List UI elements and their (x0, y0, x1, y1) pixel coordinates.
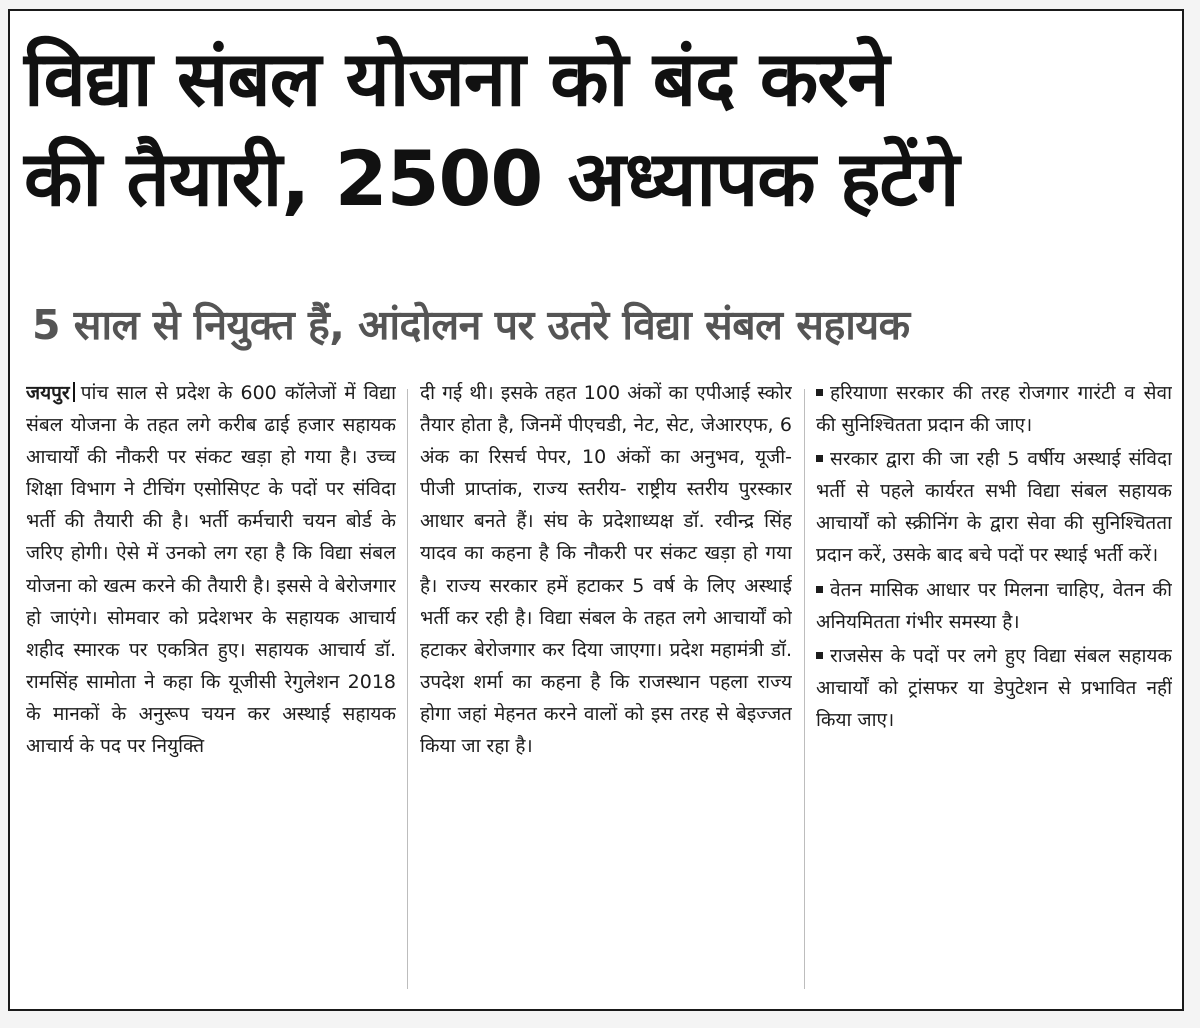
demand-item (816, 377, 1172, 441)
subheadline: 5 साल से नियुक्त हैं, आंदोलन पर उतरे विद्या संबल सहायक (32, 301, 910, 349)
demand-item (816, 574, 1172, 638)
bullet-square-icon (816, 389, 823, 396)
dateline: जयपुर (26, 382, 70, 404)
dateline-divider (73, 382, 75, 402)
bullet-square-icon (816, 586, 823, 593)
column-divider (804, 389, 805, 989)
demand-item (816, 443, 1172, 571)
demand-text: राजसेस के पदों पर लगे हुए विद्या संबल सहायक आचार्यों को ट्रांसफर या डेपुटेशन से प्रभावित नहीं किया जाए। (816, 644, 1172, 731)
column-1-text: पांच साल से प्रदेश के 600 कॉलेजों में विद्या संबल योजना के तहत लगे करीब ढाई हजार सहायक आचार्यों की नौकरी पर संकट खड़ा हो गया है। उच्च शिक्षा विभाग ने टीचिंग एसोसिएट के पदों पर संविदा भर्ती की तैयारी की है। भर्ती कर्मचारी चयन बोर्ड के जरिए होगी। ऐसे में उनको लग रहा है कि विद्या संबल योजना को खत्म करने की तैयारी है। इससे वे बेरोजगार हो जाएंगे। सोमवार को प्रदेशभर के सहायक आचार्य शहीद स्मारक पर एकत्रित हुए। सहायक आचार्य डॉ. रामसिंह सामोता ने कहा कि यूजीसी रेगुलेशन 2018 के मानकों के अनुरूप चयन कर अस्थाई सहायक आचार्य के पद पर नियुक्ति (26, 382, 396, 758)
article-column-2 (420, 377, 792, 1002)
column-1-paragraph (26, 377, 396, 762)
bullet-square-icon (816, 455, 823, 462)
bullet-square-icon (816, 652, 823, 659)
demand-item (816, 640, 1172, 736)
headline-line-1: विद्या संबल योजना को बंद करने (24, 34, 889, 123)
column-2-text: दी गई थी। इसके तहत 100 अंकों का एपीआई स्कोर तैयार होता है, जिनमें पीएचडी, नेट, सेट, जेआरएफ, 6 अंक का रिसर्च पेपर, 10 अंकों का अनुभव, यूजी- पीजी प्राप्तांक, राज्य स्तरीय- राष्ट्रीय स्तरीय पुरस्कार आधार बनते हैं। संघ के प्रदेशाध्यक्ष डॉ. रवीन्द्र सिंह यादव का कहना है कि नौकरी पर संकट खड़ा हो गया है। राज्य सरकार हमें हटाकर 5 वर्ष के लिए अस्थाई भर्ती कर रही है। विद्या संबल के तहत लगे आचार्यों को हटाकर बेरोजगार कर दिया जाएगा। प्रदेश महामंत्री डॉ. उपदेश शर्मा का कहना है कि राजस्थान पहला राज्य होगा जहां मेहनत करने वालों को इस तरह से बेइज्जत किया जा रहा है। (420, 382, 792, 758)
demand-text: वेतन मासिक आधार पर मिलना चाहिए, वेतन की अनियमितता गंभीर समस्या है। (816, 578, 1172, 633)
demands-column (816, 377, 1172, 1002)
demand-text: सरकार द्वारा की जा रही 5 वर्षीय अस्थाई संविदा भर्ती से पहले कार्यरत सभी विद्या संबल सहायक आचार्यों को स्क्रीनिंग के द्वारा सेवा की सुनिश्चितता प्रदान करें, उसके बाद बचे पदों पर स्थाई भर्ती करें। (816, 448, 1172, 567)
headline (24, 29, 1174, 229)
headline-line-2: की तैयारी, 2500 अध्यापक हटेंगे (24, 134, 959, 223)
column-divider (407, 389, 408, 989)
newspaper-clipping (8, 9, 1184, 1011)
demand-text: हरियाणा सरकार की तरह रोजगार गारंटी व सेवा की सुनिश्चितता प्रदान की जाए। (816, 382, 1172, 437)
article-column-1 (26, 377, 396, 1002)
